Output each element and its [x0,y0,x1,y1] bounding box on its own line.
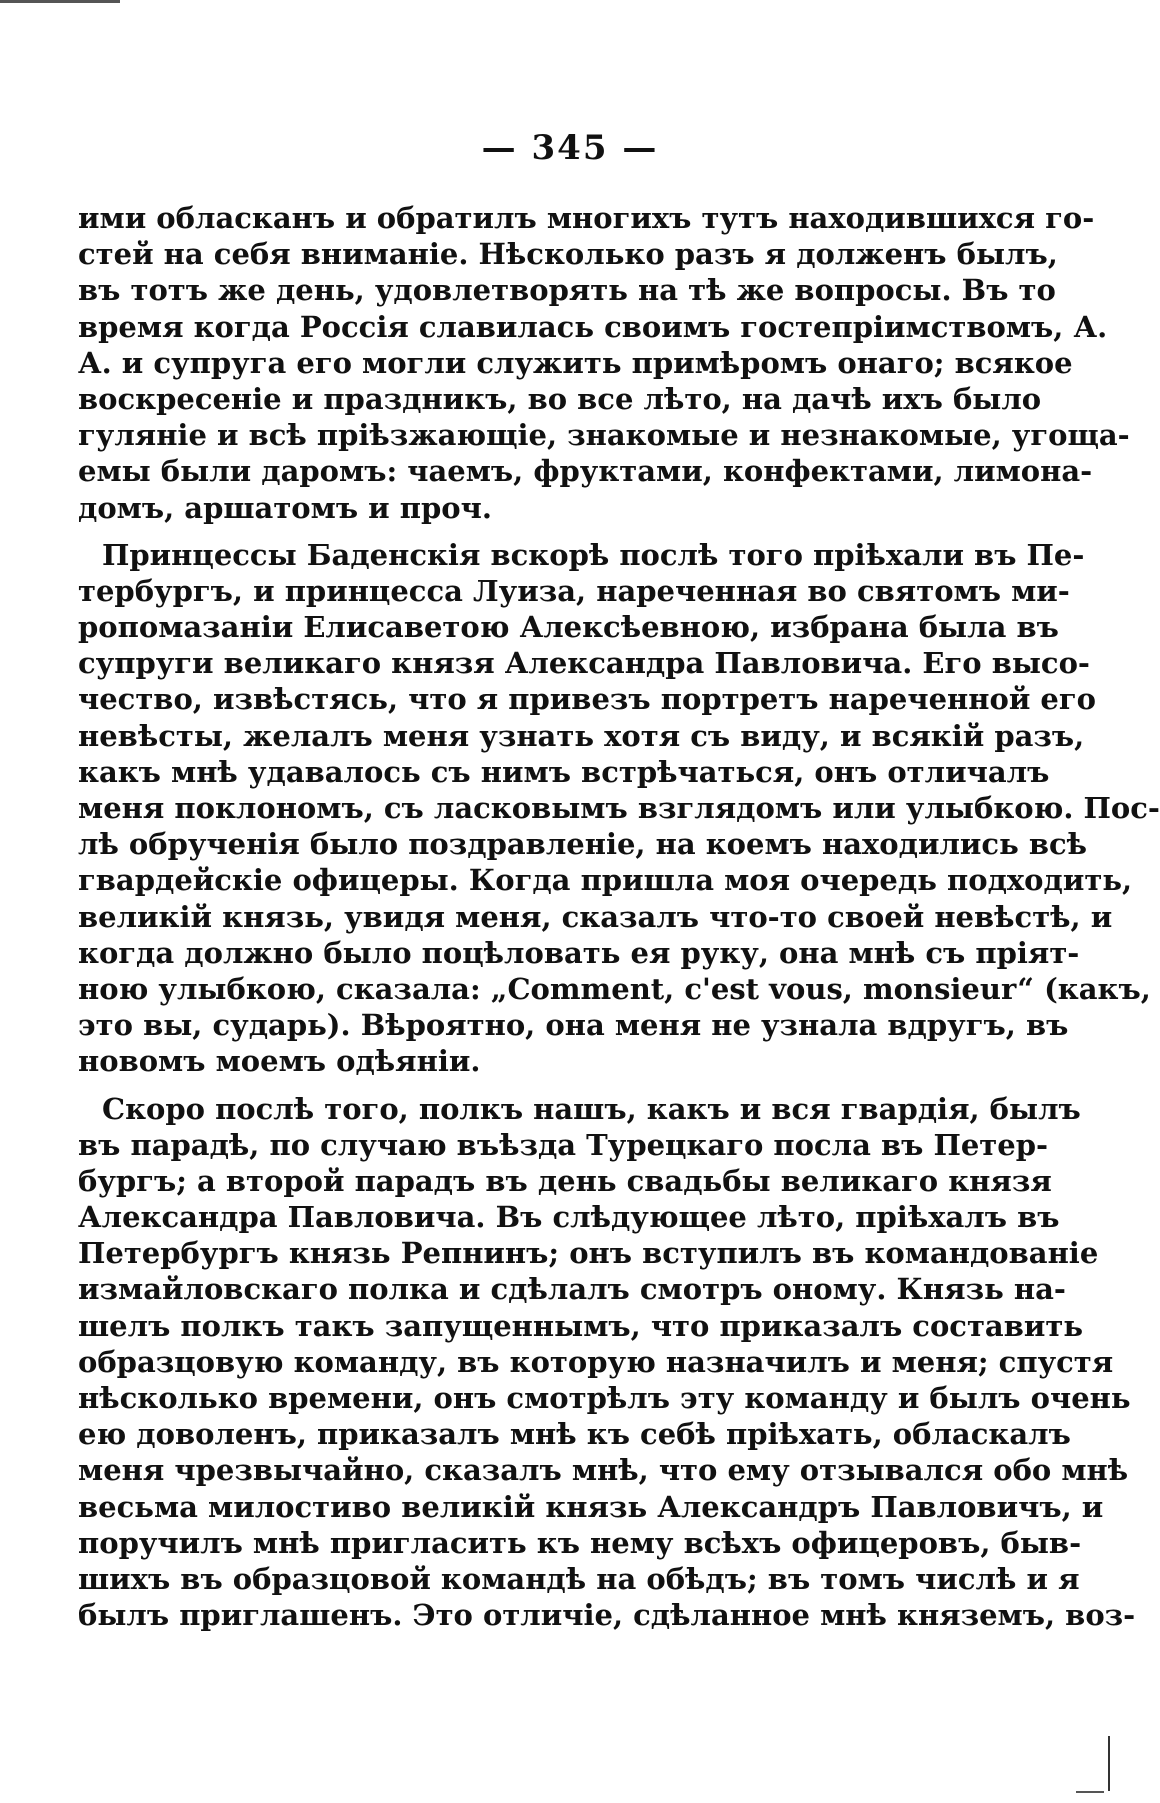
text-line: тербургъ, и принцесса Луиза, нареченная во святомъ ми- [78,573,1070,608]
text-line: былъ приглашенъ. Это отличіе, сдѣланное мнѣ княземъ, воз- [78,1598,1136,1633]
text-line: меня поклономъ, съ ласковымъ взглядомъ или улыбкою. Пос- [78,791,1160,825]
text-line: супруги великаго князя Александра Павловича. Его высо- [78,646,1090,681]
text-line: воскресеніе и праздникъ, во все лѣто, на дачѣ ихъ было [78,381,1042,416]
text-line: меня чрезвычайно, сказалъ мнѣ, что ему отзывался обо мнѣ [78,1453,1129,1488]
page-number: — 345 — [481,128,659,168]
text-line: въ тотъ же день, удовлетворять на тѣ же вопросы. Въ то [78,273,1056,308]
paragraph-1 [78,200,1130,526]
text-line: когда должно было поцѣловать ея руку, она мнѣ съ пріят- [78,935,1080,970]
paragraph-2 [78,537,1160,1080]
text-line: невѣсты, желалъ меня узнать хотя съ виду, и всякій разъ, [78,718,1085,753]
text-line: въ парадѣ, по случаю въѣзда Турецкаго посла въ Петер- [78,1127,1049,1162]
text-line: А. и супруга его могли служить примѣромъ онаго; всякое [78,345,1073,380]
text-line: ими обласканъ и обратилъ многихъ тутъ находившихся го- [78,201,1095,235]
text-line: Александра Павловича. Въ слѣдующее лѣто, пріѣхалъ въ [78,1200,1060,1235]
paragraph-3 [78,1091,1136,1634]
text-line: шелъ полкъ такъ запущеннымъ, что приказалъ составить [78,1308,1084,1343]
text-line: образцовую команду, въ которую назначилъ и меня; спустя [78,1344,1114,1379]
text-line: нѣсколько времени, онъ смотрѣлъ эту команду и былъ очень [78,1381,1131,1415]
text-line: весьма милостиво великій князь Александръ Павловичъ, и [78,1489,1104,1524]
text-line: гуляніе и всѣ пріѣзжающіе, знакомые и незнакомые, угоща- [78,418,1130,453]
text-line: бургъ; а второй парадъ въ день свадьбы великаго князя [78,1163,1052,1198]
text-line: гвардейскіе офицеры. Когда пришла моя очередь подходить, [78,863,1133,898]
text-line: чество, извѣстясь, что я привезъ портретъ нареченной его [78,682,1096,717]
text-line: Петербургъ князь Репнинъ; онъ вступилъ въ командованіе [78,1236,1099,1271]
text-line: какъ мнѣ удавалось съ нимъ встрѣчаться, онъ отличалъ [78,754,1050,789]
text-line: лѣ обрученія было поздравленіе, на коемъ находились всѣ [78,827,1088,862]
text-line: измайловскаго полка и сдѣлалъ смотръ оному. Князь на- [78,1272,1066,1307]
page-body-text [78,200,1160,1644]
text-line: домъ, аршатомъ и проч. [78,490,492,525]
text-line: великій князь, увидя меня, сказалъ что-то своей невѣстѣ, и [78,899,1113,934]
text-line: емы были даромъ: чаемъ, фруктами, конфектами, лимона- [78,454,1093,489]
text-line: ею доволенъ, приказалъ мнѣ къ себѣ пріѣхать, обласкалъ [78,1417,1071,1452]
scan-edge-mark [1076,1791,1104,1793]
text-line: поручилъ мнѣ пригласить къ нему всѣхъ офицеровъ, быв- [78,1525,1082,1560]
text-line: время когда Россія славилась своимъ гостепріимствомъ, А. [78,309,1108,344]
text-line: новомъ моемъ одѣяніи. [78,1044,481,1079]
text-line: это вы, сударь). Вѣроятно, она меня не узнала вдругъ, въ [78,1008,1069,1043]
text-line: ропомазаніи Елисаветою Алексѣевною, избрана была въ [78,610,1059,645]
top-edge-rule [0,0,120,3]
text-line: Скоро послѣ того, полкъ нашъ, какъ и вся гвардія, былъ [102,1091,1081,1126]
text-line: Принцессы Баденскія вскорѣ послѣ того пріѣхали въ Пе- [102,537,1085,572]
text-line: стей на себя вниманіе. Нѣсколько разъ я долженъ былъ, [78,237,1058,272]
scan-edge-mark [1108,1736,1110,1791]
text-line: шихъ въ образцовой командѣ на обѣдъ; въ томъ числѣ и я [78,1561,1080,1596]
text-line: ною улыбкою, сказала: „Comment, c'est vous, monsieur“ (какъ, [78,971,1151,1006]
